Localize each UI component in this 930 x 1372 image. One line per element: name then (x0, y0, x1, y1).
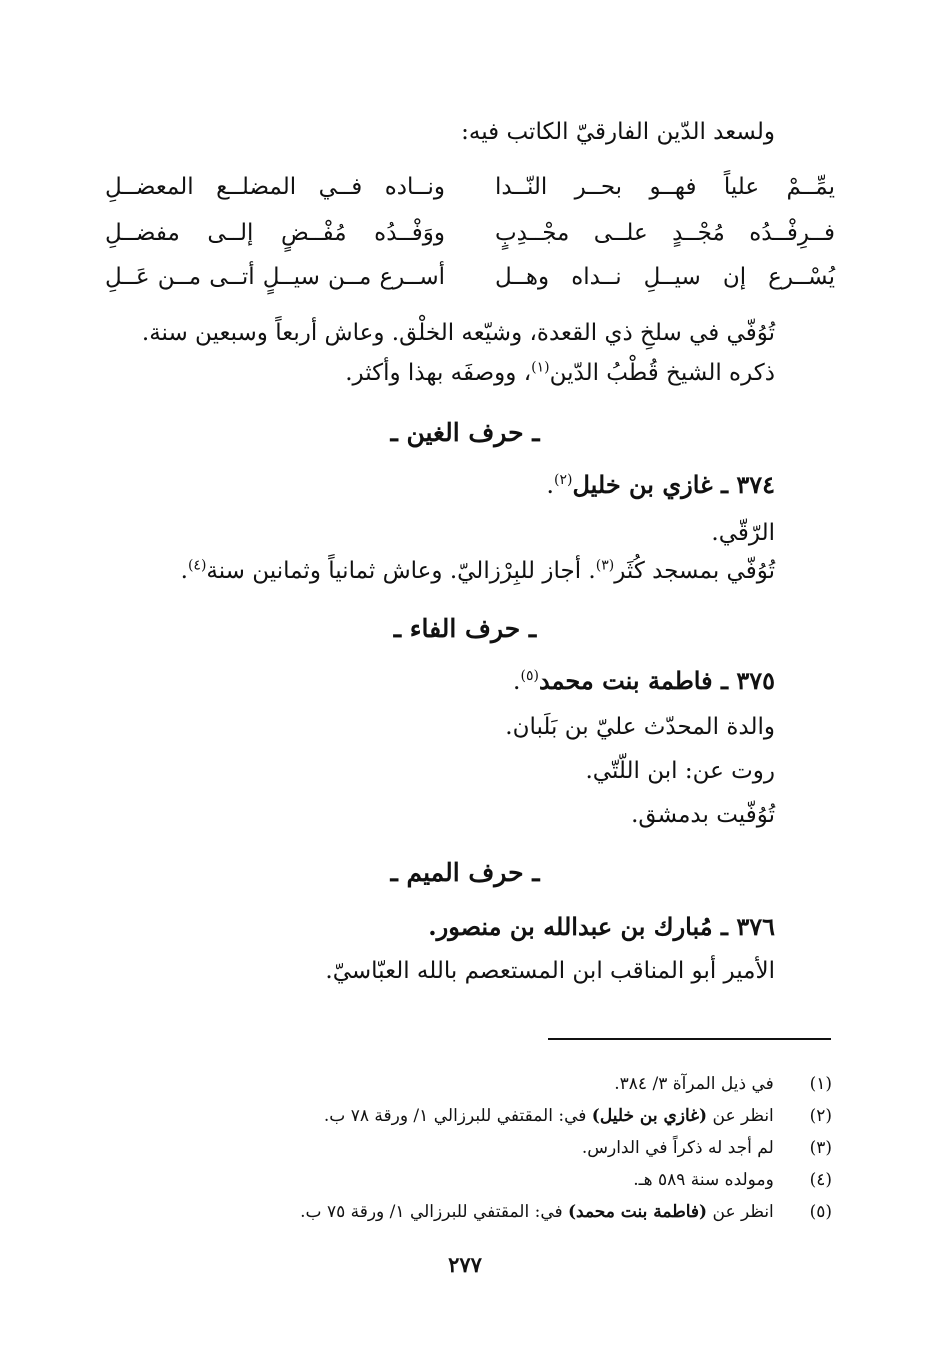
entry-374-name: ٣٧٤ ـ غازي بن خليل (572, 470, 775, 499)
footnote-5 (150, 1200, 832, 1224)
page-number: ٢٧٧ (448, 1252, 482, 1277)
footnote-5-number: (٥) (809, 1202, 832, 1222)
footnote-ref-3: (٣) (595, 557, 615, 574)
entry-374-nisba: الرّقّي. (711, 520, 775, 546)
intro-line: ولسعد الدّين الفارقيّ الكاتب فيه: (461, 119, 775, 145)
footnote-separator (548, 1038, 831, 1040)
footnote-5-text-b: في: المقتفي للبرزالي ١/ ورقة ٧٥ ب. (300, 1202, 569, 1222)
footnote-2-text-a: انظر عن (707, 1106, 774, 1126)
section-heading-fa: ـ حرف الفاء ـ (393, 614, 537, 643)
footnote-3 (150, 1136, 832, 1160)
entry-376-line-1: الأمير أبو المناقب ابن المستعصم بالله العبّاسيّ. (325, 958, 775, 984)
footnote-4 (150, 1168, 832, 1192)
source-note-text: ذكره الشيخ قُطْبُ الدّين (549, 360, 775, 386)
footnote-5-text-a: انظر عن (707, 1202, 774, 1222)
entry-376-title: ٣٧٦ ـ مُبارك بن عبدالله بن منصور. (428, 912, 775, 941)
footnote-1 (150, 1072, 832, 1096)
verse-1 (105, 170, 835, 204)
entry-374-period: . (546, 471, 555, 499)
footnote-4-text: ومولده سنة ٥٨٩ هـ. (633, 1170, 774, 1190)
footnote-ref-2: (٢) (554, 472, 573, 488)
footnote-2-text-b: في: المقتفي للبرزالي ١/ ورقة ٧٨ ب. (323, 1106, 592, 1126)
entry-374-age-text: . أجاز للبِرْزاليّ. وعاش ثمانياً وثمانين سنة (206, 558, 596, 584)
source-note-text-end: ، ووصفَه بهذا وأكثر. (345, 360, 532, 386)
verse-3 (105, 260, 835, 294)
source-note-line (60, 358, 775, 388)
entry-375-name: ٣٧٥ ـ فاطمة بنت محمد (538, 666, 775, 695)
entry-374-title (60, 470, 775, 500)
footnote-ref-1: (١) (531, 359, 550, 376)
verse-2-first-hemistich: فــرِفْــدُه مُجْــدٍ علــى مجْــدِبٍ (495, 220, 835, 246)
footnote-ref-5: (٥) (520, 668, 539, 684)
footnote-2 (150, 1104, 832, 1128)
entry-375-period: . (512, 667, 521, 695)
entry-374-end: . (180, 558, 188, 584)
verse-2 (105, 216, 835, 250)
footnote-1-number: (١) (809, 1074, 832, 1094)
footnote-5-bold: (فاطمة بنت محمد) (568, 1202, 708, 1222)
entry-375-line-1: والدة المحدّث عليّ بن بَلَبان. (505, 714, 775, 740)
footnote-3-number: (٣) (809, 1138, 832, 1158)
footnote-2-bold: (غازي بن خليل) (591, 1106, 708, 1126)
section-heading-ghain: ـ حرف الغين ـ (390, 418, 540, 447)
footnote-4-number: (٤) (809, 1170, 832, 1190)
death-note-line: تُوُفّي في سلخِ ذي القعدة، وشيّعه الخلْق. وعاش أربعاً وسبعين سنة. (141, 320, 775, 346)
verse-3-second-hemistich: أســرع مــن سيــلٍ أتــى مــن عَــلِ (105, 264, 445, 290)
entry-375-title (60, 666, 775, 696)
entry-375-line-2: روت عن: ابن اللّتّي. (585, 758, 775, 784)
verse-1-second-hemistich: ونــاده فــي المضلــع المعضــلِ (105, 174, 445, 200)
footnote-1-text: في ذيل المرآة ٣/ ٣٨٤. (614, 1074, 774, 1094)
verse-2-second-hemistich: ووَفْــدُه مُفْــضٍ إلــى مفضــلِ (105, 220, 445, 246)
section-heading-mim: ـ حرف الميم ـ (390, 858, 540, 887)
entry-375-line-3: تُوُفّيت بدمشق. (631, 802, 775, 828)
verse-1-first-hemistich: يمِّــمْ علياً فهــو بحــر النّــدا (495, 174, 835, 200)
verse-3-first-hemistich: يُسْــرع إن سيــلِ نــداه وهــل (495, 264, 835, 290)
entry-374-death-line (60, 556, 775, 586)
entry-374-death-text: تُوُفّي بمسجد كُثَر (614, 558, 775, 584)
footnote-2-number: (٢) (809, 1106, 832, 1126)
footnote-ref-4: (٤) (187, 557, 207, 574)
footnote-3-text: لم أجد له ذكراً في الدارس. (581, 1138, 774, 1158)
